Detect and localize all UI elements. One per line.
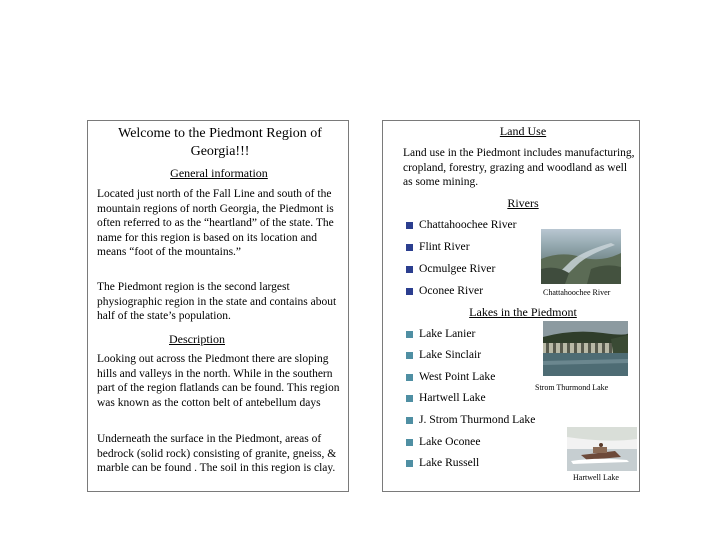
square-bullet-icon	[406, 222, 413, 229]
list-item	[383, 217, 543, 233]
lake-name: J. Strom Thurmond Lake	[419, 413, 536, 426]
list-item	[383, 261, 543, 277]
description-paragraph-2: Underneath the surface in the Piedmont, areas of bedrock (solid rock) consisting of granite, gneiss, & marble can be found . The soil in this region is clay.	[97, 433, 337, 475]
square-bullet-icon	[406, 417, 413, 424]
square-bullet-icon	[406, 266, 413, 273]
description-heading: Description	[169, 332, 225, 346]
river-name: Ocmulgee River	[419, 262, 496, 275]
lake-name: Hartwell Lake	[419, 391, 486, 404]
square-bullet-icon	[406, 460, 413, 467]
river-name: Flint River	[419, 240, 470, 253]
lake-name: Lake Sinclair	[419, 348, 482, 361]
square-bullet-icon	[406, 395, 413, 402]
land-use-heading: Land Use	[499, 124, 547, 138]
river-name: Chattahoochee River	[419, 218, 517, 231]
general-information-paragraph-1: Located just north of the Fall Line and south of the mountain regions of north Georgia, the Piedmont is often referred to as the “heartland” of the state. The name for this region is based on its location and means “foot of the mountains.”	[97, 188, 334, 259]
right-panel	[382, 120, 640, 492]
river-photo-caption: Chattahoochee River	[543, 288, 611, 297]
page-title: Welcome to the Piedmont Region of Georgia!!!	[118, 126, 322, 159]
rivers-list	[383, 217, 543, 307]
dam-photo-caption: Strom Thurmond Lake	[535, 383, 609, 392]
boat-photo-caption: Hartwell Lake	[573, 473, 619, 482]
hartwell-lake-boat-photo	[567, 427, 637, 471]
land-use-paragraph: Land use in the Piedmont includes manufacturing, cropland, forestry, grazing and woodland as well as some mining.	[403, 147, 635, 189]
list-item	[383, 455, 573, 471]
square-bullet-icon	[406, 331, 413, 338]
lake-name: Lake Russell	[419, 456, 480, 469]
lake-name: Lake Oconee	[419, 435, 481, 448]
left-panel	[87, 120, 349, 492]
square-bullet-icon	[406, 288, 413, 295]
square-bullet-icon	[406, 374, 413, 381]
square-bullet-icon	[406, 244, 413, 251]
square-bullet-icon	[406, 352, 413, 359]
lakes-heading: Lakes in the Piedmont	[469, 305, 577, 319]
lake-name: Lake Lanier	[419, 327, 476, 340]
description-paragraph-1: Looking out across the Piedmont there are sloping hills and valleys in the north. While in the southern part of the region flatlands can be found. This region was known as the cotton belt of antebellum days	[97, 353, 340, 409]
general-information-heading: General information	[170, 166, 268, 180]
list-item	[383, 239, 543, 255]
rivers-heading: Rivers	[507, 196, 539, 210]
lake-name: West Point Lake	[419, 370, 496, 383]
general-information-paragraph-2: The Piedmont region is the second largest physiographic region in the state and contains about half of the state’s population.	[97, 281, 337, 323]
river-name: Oconee River	[419, 284, 484, 297]
list-item	[383, 283, 543, 299]
chattahoochee-river-photo	[541, 229, 621, 284]
list-item	[383, 412, 573, 428]
strom-thurmond-dam-photo	[543, 321, 628, 376]
square-bullet-icon	[406, 439, 413, 446]
list-item	[383, 434, 573, 450]
